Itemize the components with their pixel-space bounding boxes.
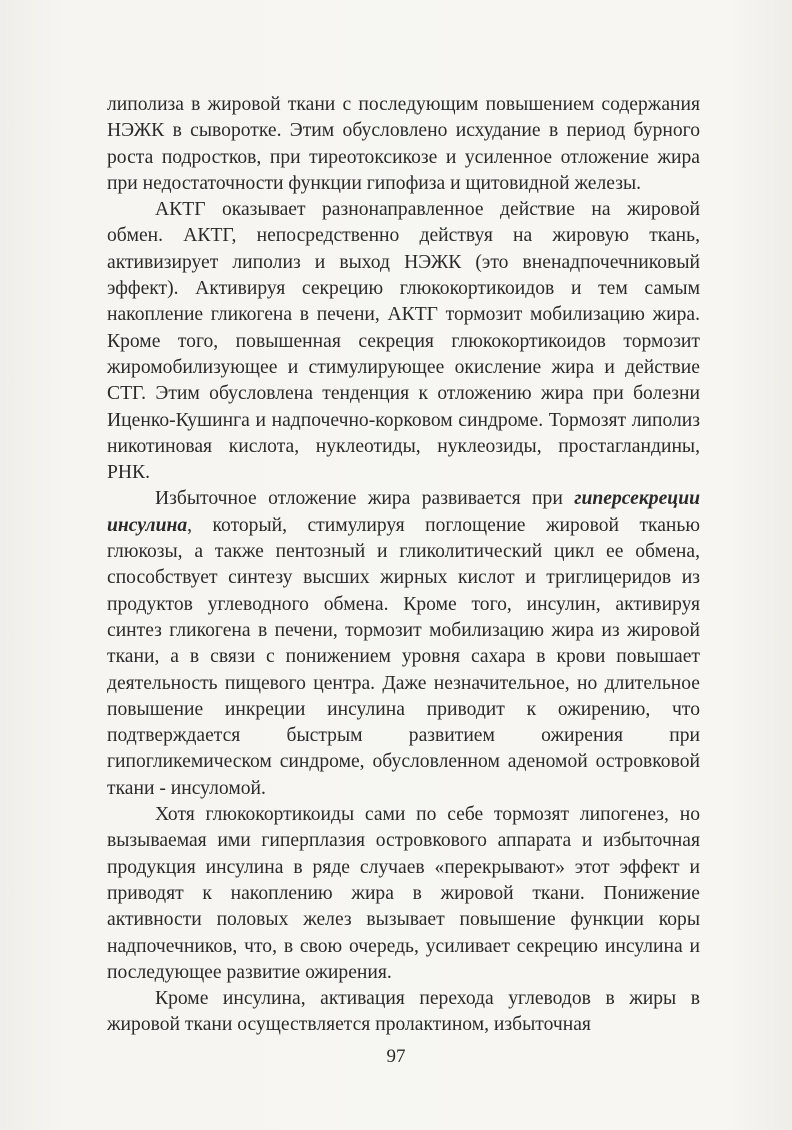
paragraph-3 <box>107 486 700 802</box>
body-text <box>107 92 700 1039</box>
emphasis-hypersecretion-insulin: гиперсекреции инсулина <box>107 488 700 536</box>
paragraph-4: Хотя глюкокортикоиды сами по себе тормозят липогенез, но вызываемая ими гиперплазия островкового аппарата и избыточная продукция инсулина в ряде случаев «перекрывают» этот эффект и приводят к накоплению жира в жировой ткани. Понижение активности половых желез вызывает повышение функции коры надпочечников, что, в свою очередь, усиливает секрецию инсулина и последующее развитие ожирения. <box>107 804 700 983</box>
paragraph-5: Кроме инсулина, активация перехода углеводов в жиры в жировой ткани осуществляется пролактином, избыточная <box>107 988 700 1036</box>
page-number: 97 <box>386 1046 406 1067</box>
paragraph-2: АКТГ оказывает разнонаправленное действие на жировой обмен. АКТГ, непосредственно действуя на жировую ткань, активизирует липолиз и выход НЭЖК (это вненадпочечниковый эффект). Активируя секрецию глюкокортикоидов и тем самым накопление гликогена в печени, АКТГ тормозит мобилизацию жира. Кроме того, повышенная секреция глюкокортикоидов тормозит жиромобилизующее и стимулирующее окисление жира и действие СТГ. Этим обусловлена тенденция к отложению жира при болезни Иценко-Кушинга и надпочечно-корковом синдроме. Тормозят липолиз никотиновая кислота, нуклеотиды, нуклеозиды, простагландины, РНК. <box>107 199 700 484</box>
paragraph-3-lead: Избыточное отложение жира развивается при <box>155 488 563 510</box>
paragraph-3-rest: , который, стимулируя поглощение жировой тканью глюкозы, а также пентозный и гликолитический цикл ее обмена, способствует синтезу высших жирных кислот и триглицеридов из продуктов углеводного обмена. Кроме того, инсулин, активируя синтез гликогена в печени, тормозит мобилизацию жира из жировой ткани, а в связи с понижением уровня сахара в крови повышает деятельность пищевого центра. Даже незначительное, но длительное повышение инкреции инсулина приводит к ожирению, что подтверждается быстрым развитием ожирения при гипогликемическом синдроме, обусловленном аденомой островковой ткани - инсуломой. <box>107 514 700 799</box>
paragraph-1: липолиза в жировой ткани с последующим повышением содержания НЭЖК в сыворотке. Этим обусловлено исхудание в период бурного роста подростков, при тиреотоксикозе и усиленное отложение жира при недостаточности функции гипофиза и щитовидной железы. <box>107 94 700 194</box>
